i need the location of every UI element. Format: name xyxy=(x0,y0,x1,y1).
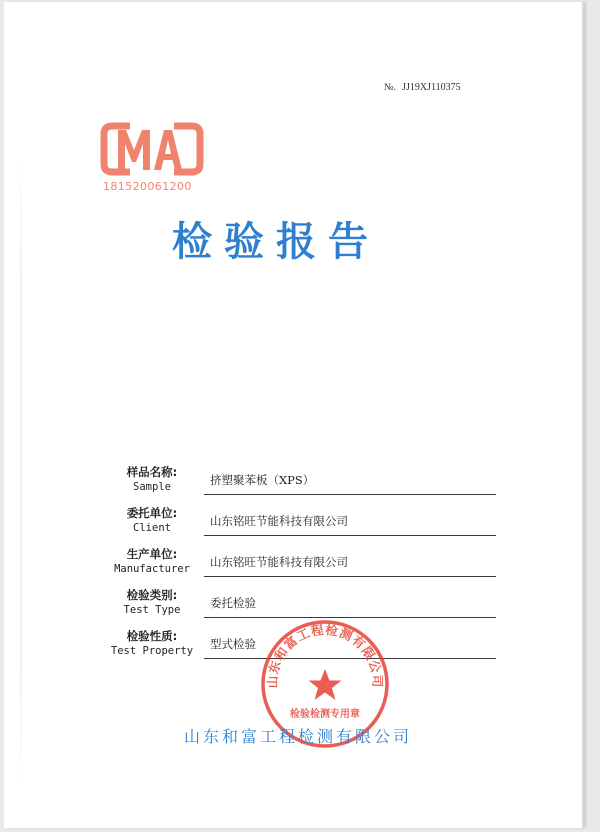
report-cover-page xyxy=(4,2,582,828)
certification-number: 181520061200 xyxy=(103,180,192,193)
report-number xyxy=(384,82,461,93)
field-label xyxy=(104,505,200,535)
field-label-zh: 委托单位: xyxy=(126,506,178,520)
field-label-en: Test Type xyxy=(123,604,181,616)
field-label xyxy=(104,587,200,617)
field-row-client xyxy=(104,505,496,546)
field-label xyxy=(104,546,200,576)
field-value: 挤塑聚苯板（XPS） xyxy=(210,473,315,487)
field-row-sample xyxy=(104,464,496,505)
field-label-zh: 生产单位: xyxy=(126,547,178,561)
field-underline xyxy=(204,494,496,495)
field-value: 委托检验 xyxy=(210,596,256,610)
report-title: 检验报告 xyxy=(172,219,380,265)
field-label-zh: 检验性质: xyxy=(126,629,178,643)
binding-edge xyxy=(20,152,22,792)
field-value: 山东铭旺节能科技有限公司 xyxy=(210,555,348,569)
cma-logo-icon xyxy=(100,120,204,178)
field-label-en: Test Property xyxy=(110,645,194,657)
field-underline xyxy=(204,535,496,536)
field-label-en: Client xyxy=(133,522,171,534)
field-row-manufacturer xyxy=(104,546,496,587)
field-label-zh: 检验类别: xyxy=(126,588,178,602)
issuing-company: 山东和富工程检测有限公司 xyxy=(183,727,412,746)
seal-ring-text: 山东和富工程检测有限公司 xyxy=(264,621,386,689)
field-underline xyxy=(204,576,496,577)
field-label-zh: 样品名称: xyxy=(126,465,178,479)
field-label xyxy=(104,628,200,658)
report-number-label: №. xyxy=(384,82,397,93)
field-label-en: Manufacturer xyxy=(114,563,190,575)
seal-center-text: 检验检测专用章 xyxy=(290,709,360,720)
report-number-value: JJ19XJ110375 xyxy=(402,82,461,93)
field-label xyxy=(104,464,200,494)
seal-star-icon xyxy=(309,669,342,700)
field-value: 山东铭旺节能科技有限公司 xyxy=(210,514,348,528)
field-value: 型式检验 xyxy=(210,637,256,651)
field-label-en: Sample xyxy=(133,481,171,493)
